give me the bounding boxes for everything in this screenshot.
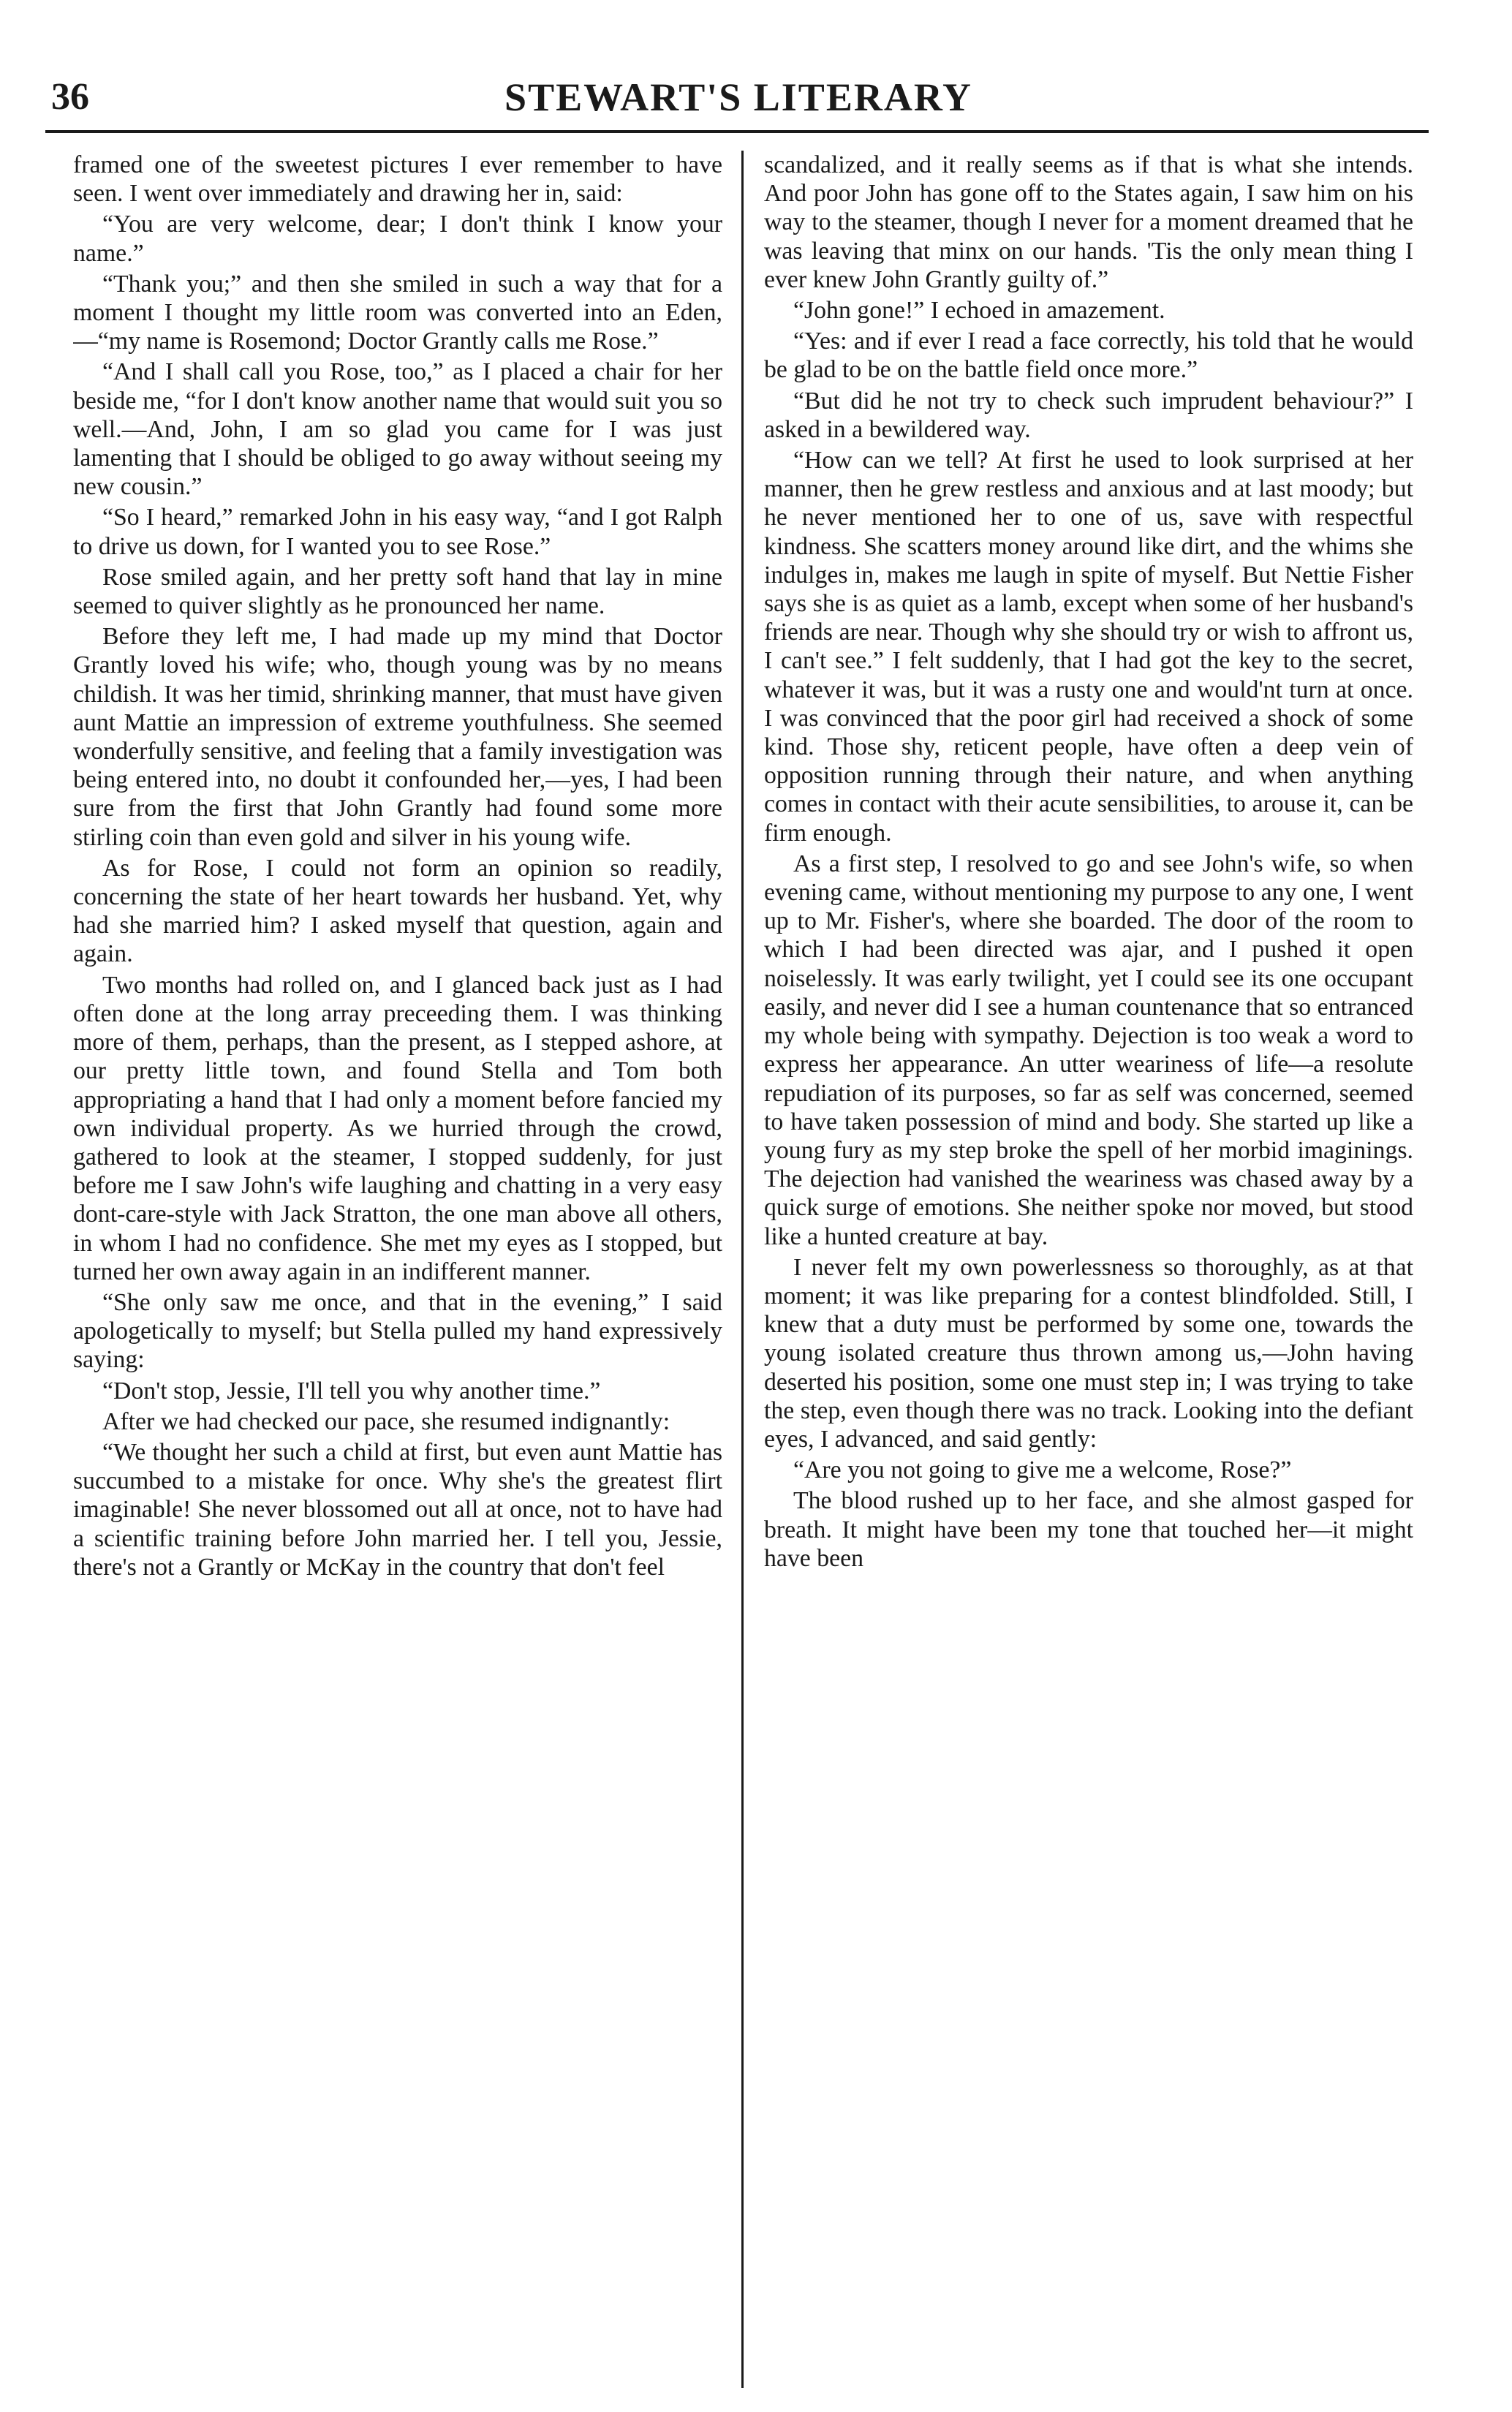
paragraph: “You are very welcome, dear; I don't think I know your name.” [73, 211, 722, 267]
paragraph: “But did he not try to check such imprudent behaviour?” I asked in a bewildered way. [764, 387, 1413, 443]
paragraph: Two months had rolled on, and I glanced back just as I had often done at the long array preceeding them. I was thinking more of them, perhaps, than the present, as I stepped ashore, at our pretty little town, and found Stella and Tom both appropriating a hand that I had only a moment before fancied my own individual property. As we hurried through the crowd, gathered to look at the steamer, I stopped suddenly, for just before me I saw John's wife laughing and chatting in a very easy dont-care-style with Jack Stratton, the one man above all others, in whom I had no confidence. She met my eyes as I stopped, but turned her own away again in an indifferent manner. [73, 971, 722, 1285]
paragraph: “Yes: and if ever I read a face correctly, his told that he would be glad to be on the battle field once more.” [764, 328, 1413, 384]
paragraph: “Are you not going to give me a welcome, Rose?” [793, 1456, 1292, 1484]
paragraph: I never felt my own powerlessness so thoroughly, as at that moment; it was like preparing for a contest blindfolded. Still, I knew that a duty must be performed by some one, towards the young isolated creature thus thrown among us,—John having deserted his position, some one must step in; I was trying to take the step, even though there was no track. Looking into the defiant eyes, I advanced, and said gently: [764, 1253, 1413, 1453]
right-column [764, 151, 1413, 2388]
page-number: 36 [51, 76, 89, 118]
running-title: STEWART'S LITERARY [504, 75, 972, 119]
paragraph: As a first step, I resolved to go and see John's wife, so when evening came, without mentioning my purpose to any one, I went up to Mr. Fisher's, where she boarded. The door of the room to which I had been directed was ajar, and I pushed it open noiselessly. It was early twilight, yet I could see its one occupant easily, and never did I see a human countenance that so entranced my whole being with sympathy. Dejection is too weak a word to express her appearance. An utter weariness of life—a resolute repudiation of its purposes, so far as self was concerned, seemed to have taken possession of mind and body. She started up like a young fury as my step broke the spell of her morbid imaginings. The dejection had vanished the weariness was chased away by a quick surge of emotions. She neither spoke nor moved, but stood like a hunted creature at bay. [764, 850, 1413, 1250]
page-header [51, 72, 1426, 130]
paragraph: “So I heard,” remarked John in his easy way, “and I got Ralph to drive us down, for I wanted you to see Rose.” [73, 504, 722, 560]
paragraph: “And I shall call you Rose, too,” as I placed a chair for her beside me, “for I don't know another name that would suit you so well.—And, John, I am so glad you came for I was just lamenting that I should be obliged to go away without seeing my new cousin.” [73, 358, 722, 501]
header-rule [45, 130, 1429, 133]
paragraph: “Don't stop, Jessie, I'll tell you why another time.” [102, 1377, 601, 1405]
paragraph: scandalized, and it really seems as if that is what she intends. And poor John has gone off to the States again, I saw him on his way to the steamer, though I never for a moment dreamed that he was leaving that minx on our hands. 'Tis the only mean thing I ever knew John Grantly guilty of.” [764, 151, 1413, 293]
paragraph: The blood rushed up to her face, and she almost gasped for breath. It might have been my tone that touched her—it might have been [764, 1487, 1413, 1572]
paragraph: Rose smiled again, and her pretty soft hand that lay in mine seemed to quiver slightly as he pronounced her name. [73, 563, 722, 620]
paragraph: “She only saw me once, and that in the evening,” I said apologetically to myself; but Stella pulled my hand expressively saying: [73, 1288, 722, 1374]
left-column [73, 151, 722, 2388]
paragraph: “How can we tell? At first he used to look surprised at her manner, then he grew restless and anxious and at last moody; but he never mentioned her to one of us, save with respectful kindness. She scatters money around like dirt, and the whims she indulges in, makes me laugh in spite of myself. But Nettie Fisher says she is as quiet as a lamb, except when some of her husband's friends are near. Though why she should try or wish to affront us, I can't see.” I felt suddenly, that I had got the key to the secret, whatever it was, but it was a rusty one and would'nt turn at once. I was convinced that the poor girl had received a shock of some kind. Those shy, reticent people, have often a deep vein of opposition running through their nature, and when anything comes in contact with their acute sensibilities, to arouse it, can be firm enough. [764, 447, 1413, 847]
paragraph: Before they left me, I had made up my mind that Doctor Grantly loved his wife; who, though young was by no means childish. It was her timid, shrinking manner, that must have given aunt Mattie an impression of extreme youthfulness. She seemed wonderfully sensitive, and feeling that a family investigation was being entered into, no doubt it confounded her,—yes, I had been sure from the first that John Grantly had found some more stirling coin than even gold and silver in his young wife. [73, 623, 722, 851]
paragraph: “John gone!” I echoed in amazement. [793, 297, 1165, 325]
paragraph: framed one of the sweetest pictures I ever remember to have seen. I went over immediately and drawing her in, said: [73, 151, 722, 208]
paragraph: After we had checked our pace, she resumed indignantly: [102, 1407, 670, 1435]
paragraph: “We thought her such a child at first, but even aunt Mattie has succumbed to a mistake for once. Why she's the greatest flirt imaginable! She never blossomed out all at once, not to have had a scientific training before John married her. I tell you, Jessie, there's not a Grantly or McKay in the country that don't feel [73, 1438, 722, 1581]
paragraph: As for Rose, I could not form an opinion so readily, concerning the state of her heart towards her husband. Yet, why had she married him? I asked myself that question, again and again. [73, 854, 722, 968]
text-columns [73, 151, 1415, 2388]
paragraph: “Thank you;” and then she smiled in such a way that for a moment I thought my little room was converted into an Eden,—“my name is Rosemond; Doctor Grantly calls me Rose.” [73, 270, 722, 355]
